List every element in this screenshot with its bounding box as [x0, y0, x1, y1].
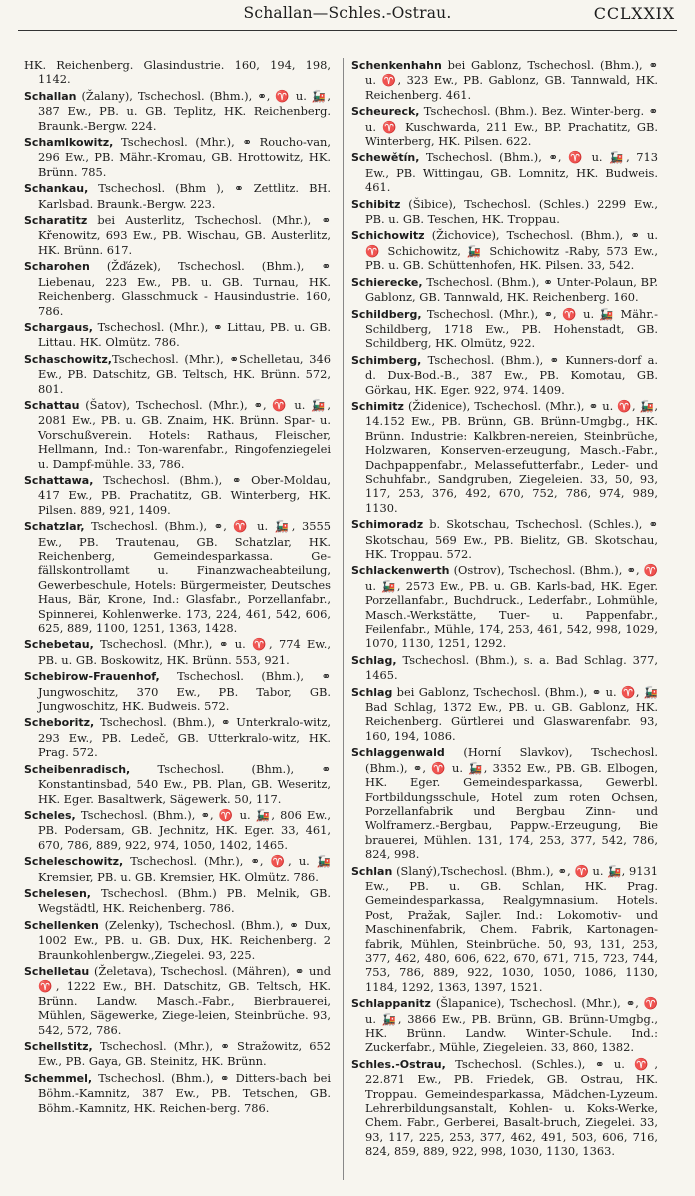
entry-headword: Scheboritz, — [24, 716, 95, 730]
entry-headword: Schelletau — [24, 964, 90, 978]
header-rule — [18, 30, 677, 31]
entry-text: bei Gablonz, Tschechosl. (Bhm.), ⚭ u. ♈, 🚂 Bad Schlag, 1372 Ew., PB. u. GB. Gablonz, HK. Reichenberg. Gürtlerei und Glaswarenfabr. 93, 160, 194, 1086. — [365, 684, 658, 743]
gazetteer-entry — [24, 669, 331, 713]
gazetteer-entry — [24, 1071, 331, 1115]
entry-headword: Schlappanitz — [351, 997, 431, 1011]
entry-headword: Schles.-Ostrau, — [351, 1057, 446, 1071]
left-column — [24, 58, 331, 1117]
entry-text: bei Gablonz, Tschechosl. (Bhm.), ⚭ u. ♈, 323 Ew., PB. Gablonz, GB. Tannwald, HK. Reichenberg. 461. — [365, 58, 658, 102]
entry-text: Tschechosl. (Bhm.), ⚭, ♈ u. 🚂, 806 Ew., PB. Podersam, GB. Jechnitz, HK. Eger. 33, 461, 670, 786, 889, 922, 974, 1050, 1402, 1465. — [38, 807, 331, 852]
entry-headword: Scheureck, — [351, 105, 420, 119]
gazetteer-entry — [351, 1057, 658, 1159]
entry-text: Tschechosl. (Bhm.), ⚭ Ober-Moldau, 417 Ew., PB. Prachatitz, GB. Winterberg, HK. Pilsen. 889, 921, 1409. — [38, 472, 331, 517]
entry-text: (Horní Slavkov), Tschechosl. (Bhm.), ⚭, ♈ u. 🚂, 3352 Ew., PB. GB. Elbogen, HK. Eger. Gemeindesparkassa, Gewerbl. Fortbildungsschule, Hotel zum roten Ochsen, Porzellanfabrik und Bergbau Zinn- und Wolframerz.-Bergbau, Pappw.-Erzeugung, Bie brauerei, Mühlen. 131, 174, 253, 377, 542, 786, 824, 998. — [365, 745, 658, 862]
gazetteer-entry — [24, 637, 331, 667]
gazetteer-entry — [24, 352, 331, 396]
entry-text: b. Skotschau, Tschechosl. (Schles.), ⚭ Skotschau, 569 Ew., PB. Bielitz, GB. Skotschau, HK. Troppau. 572. — [365, 517, 658, 561]
entry-text: Tschechosl. (Mhr.), ⚭, ♈ u. 🚂 Mähr.-Schildberg, 1718 Ew., PB. Hohenstadt, GB. Schildberg, HK. Olmütz, 922. — [365, 306, 658, 351]
entry-headword: Schierecke, — [351, 275, 423, 289]
gazetteer-entry — [24, 918, 331, 962]
entry-text: Tschechosl. (Bhm.). Bez. Winter-berg. ⚭ u. ♈ Kuschwarda, 211 Ew., BP. Prachatitz, GB. Winterberg, HK. Pilsen. 622. — [365, 104, 658, 149]
gazetteer-entry — [351, 197, 658, 227]
entry-text: Tschechosl. (Bhm.), ⚭, ♈ u. 🚂, 3555 Ew., PB. Trautenau, GB. Schatzlar, HK. Reichenberg, Gemeindesparkassa. Ge-fällskontrollamt u. Finanzwacheabteilung, Gewerbeschule, Hotels: Bürgermeister, Deutsches Haus, Bär, Krone, Ind.: Glasfabr., Porzellanfabr., Spinnerei, Kohlenwerke. 173, 224, 461, 542, 606, 625, 889, 1100, 1251, 1363, 1428. — [38, 519, 331, 636]
entry-headword: Scheleschowitz, — [24, 855, 124, 869]
entry-headword: Schimitz — [351, 399, 404, 413]
entry-headword: Schichowitz — [351, 229, 425, 243]
gazetteer-entry — [351, 275, 658, 305]
entry-headword: Scharatitz — [24, 214, 88, 228]
gazetteer-entry — [24, 320, 331, 350]
gazetteer-entry — [351, 228, 658, 272]
entry-text: (Zelenky), Tschechosl. (Bhm.), ⚭ Dux, 1002 Ew., PB. u. GB. Dux, HK. Reichenberg. 2 Braunkohlenbergw.,Ziegelei. 93, 225. — [38, 917, 331, 962]
gazetteer-entry — [24, 808, 331, 852]
page-number: CCLXXIX — [593, 4, 675, 23]
gazetteer-entry — [351, 517, 658, 561]
entry-text: HK. Reichenberg. Glasindustrie. 160, 194, 198, 1142. — [24, 58, 331, 87]
gazetteer-entry — [351, 864, 658, 995]
entry-text: (Šlapanice), Tschechosl. (Mhr.), ⚭, ♈ u. 🚂, 3866 Ew., PB. Brünn, GB. Brünn-Umgbg., HK. Brünn. Landw. Winter-Schule. Ind.: Zuckerfabr., Mühle, Ziegeleien. 33, 860, 1382. — [365, 996, 658, 1055]
entry-headword: Schamlkowitz, — [24, 136, 114, 150]
entry-text: Tschechosl. (Bhm.), s. a. Bad Schlag. 377, 1465. — [365, 652, 658, 683]
gazetteer-entry — [24, 715, 331, 759]
entry-text: Tschechosl. (Bhm.), ⚭ Unter-Polaun, BP. Gablonz, GB. Tannwald, HK. Reichenberg. 160. — [365, 274, 658, 305]
entry-text: (Žalany), Tschechosl. (Bhm.), ⚭, ♈ u. 🚂, 387 Ew., PB. u. GB. Teplitz, HK. Reichenberg. Braunk.-Bergw. 224. — [38, 88, 331, 133]
entry-text: Tschechosl. (Mhr.), ⚭ Roucho-van, 296 Ew., PB. Mähr.-Kromau, GB. Hrottowitz, HK. Brünn. 785. — [38, 135, 331, 179]
entry-headword: Schlaggenwald — [351, 746, 445, 760]
gazetteer-entry — [24, 1039, 331, 1069]
gazetteer-entry — [351, 563, 658, 650]
gazetteer-entry — [24, 519, 331, 635]
gazetteer-entry — [24, 213, 331, 257]
entry-text: (Želetava), Tschechosl. (Mähren), ⚭ und ♈, 1222 Ew., BH. Datschitz, GB. Teltsch, HK. Brünn. Landw. Masch.-Fabr., Bierbrauerei, Mühlen, Sägewerke, Ziege-leien, Steinbrüche. 93, 542, 572, 786. — [38, 963, 331, 1037]
gazetteer-entry — [24, 886, 331, 916]
gazetteer-entry — [351, 399, 658, 515]
entry-headword: Schelesen, — [24, 886, 91, 900]
gazetteer-entry — [24, 964, 331, 1037]
gazetteer-entry — [24, 398, 331, 471]
gazetteer-entry — [351, 996, 658, 1055]
entry-headword: Schankau, — [24, 182, 89, 196]
running-header-title: Schallan—Schles.-Ostrau. — [243, 4, 452, 22]
entry-headword: Schebetau, — [24, 638, 94, 652]
entry-headword: Schimberg, — [351, 353, 422, 367]
gazetteer-entry — [24, 259, 331, 318]
entry-headword: Schlackenwerth — [351, 564, 450, 578]
entry-headword: Schellenken — [24, 918, 99, 932]
entry-headword: Schaschowitz, — [24, 352, 112, 366]
entry-text: bei Austerlitz, Tschechosl. (Mhr.), ⚭ Křenowitz, 693 Ew., PB. Wischau, GB. Austerlitz, HK. Brünn. 617. — [38, 213, 331, 257]
gazetteer-entry — [351, 104, 658, 148]
entry-text: Tschechosl. (Mhr.), ⚭ Stražowitz, 652 Ew., PB. Gaya, GB. Steinitz, HK. Brünn. — [38, 1039, 331, 1069]
entry-text: Tschechosl. (Bhm ), ⚭ Zettlitz. BH. Karlsbad. Braunk.-Bergw. 223. — [38, 181, 331, 211]
entry-headword: Schallan — [24, 89, 77, 103]
entry-headword: Schlan — [351, 864, 393, 878]
entry-text: Tschechosl. (Bhm.), ⚭ Unterkralo-witz, 293 Ew., PB. Ledeč, GB. Utterkralo-witz, HK. Prag. 572. — [38, 715, 331, 760]
gazetteer-entry — [351, 58, 658, 102]
entry-headword: Schellstitz, — [24, 1040, 93, 1053]
entry-text: Tschechosl. (Bhm.), ⚭, ♈ u. 🚂, 713 Ew., PB. Wittingau, GB. Lomnitz, HK. Budweis. 461. — [365, 150, 658, 195]
entry-headword: Schewětín, — [351, 151, 420, 165]
entry-headword: Schebirow-Frauenhof, — [24, 670, 160, 684]
entry-headword: Schlag — [351, 685, 393, 699]
gazetteer-entry — [351, 307, 658, 351]
entry-text: (Žichovice), Tschechosl. (Bhm.), ⚭ u. ♈ Schichowitz, 🚂 Schichowitz -Raby, 573 Ew., PB. u. GB. Schüttenhofen, HK. Pilsen. 33, 542. — [365, 228, 658, 273]
entry-headword: Schattau — [24, 398, 80, 412]
entry-headword: Scharohen — [24, 260, 90, 274]
entry-headword: Schimoradz — [351, 518, 424, 532]
entry-headword: Schibitz — [351, 197, 401, 211]
entry-text: (Žďázek), Tschechosl. (Bhm.), ⚭ Liebenau, 223 Ew., PB. u. GB. Turnau, HK. Reichenberg. Glasschmuck - Hausindustrie. 160, 786. — [38, 259, 331, 318]
gazetteer-entry — [24, 58, 331, 87]
entry-headword: Schildberg, — [351, 307, 422, 321]
entry-text: Tschechosl. (Bhm.), ⚭ Kunners-dorf a. d. Dux-Bod.-B., 387 Ew., PB. Komotau, GB. Görkau, HK. Eger. 922, 974. 1409. — [365, 352, 658, 397]
entry-headword: Scheles, — [24, 808, 76, 822]
gazetteer-entry — [351, 150, 658, 194]
entry-text: Tschechosl. (Schles.), ⚭ u. ♈, 22.871 Ew., PB. Friedek, GB. Ostrau, HK. Troppau. Gemeindesparkassa, Mädchen-Lyzeum. Lehrerbildungsanstalt, Kohlen- u. Koks-Werke, Chem. Fabr., Gerberei, Basalt-bruch, Ziegelei. 33, 93, 117, 225, 253, 377, 462, 491, 503, 606, 716, 824, 859, 889, 922, 998, 1030, 1130, 1363. — [365, 1056, 658, 1159]
entry-text: Tschechosl. (Bhm.) PB. Melnik, GB. Wegstädtl, HK. Reichenberg. 786. — [38, 885, 331, 916]
entry-text: Tschechosl. (Bhm.), ⚭ Ditters-bach bei Böhm.-Kamnitz, 387 Ew., PB. Tetschen, GB. Böhm.-Kamnitz, HK. Reichen-berg. 786. — [38, 1070, 331, 1115]
entry-text: (Ostrov), Tschechosl. (Bhm.), ⚭, ♈ u. 🚂, 2573 Ew., PB. u. GB. Karls-bad, HK. Eger. Porzellanfabr., Buchdruck., Lederfabr., Lohmühle, Masch.-Werkstätte, Tuer- u. Pappenfabr., Feilenfabr., Mühle, 174, 253, 461, 542, 998, 1029, 1070, 1130, 1251, 1292. — [365, 563, 658, 651]
gazetteer-entry — [24, 181, 331, 211]
entry-text: (Slaný),Tschechosl. (Bhm.), ⚭, ♈ u. 🚂, 9131 Ew., PB. u. GB. Schlan, HK. Prag. Gemeindesparkassa, Realgymnasium. Hotels. Post, Pražak, Sajler. Ind.: Lokomotiv- und Maschinenfabrik, Chem. Fabrik, Kartonagen-fabrik, Mühlen, Steinbrüche. 50, 93, 131, 253, 377, 462, 480, 606, 622, 670, 671, 715, 723, 744, 753, 786, 889, 922, 1030, 1050, 1086, 1130, 1184, 1292, 1363, 1397, 1521. — [365, 863, 658, 994]
gazetteer-entry — [351, 745, 658, 861]
gazetteer-entry — [351, 653, 658, 683]
gazetteer-entry — [24, 854, 331, 884]
entry-text: Tschechosl. (Bhm.), ⚭ Konstantinsbad, 540 Ew., PB. Plan, GB. Weseritz, HK. Eger. Basaltwerk, Sägewerk. 50, 117. — [38, 761, 331, 806]
entry-headword: Scheibenradisch, — [24, 762, 131, 776]
gazetteer-entry — [351, 685, 658, 744]
gazetteer-entry — [24, 89, 331, 133]
entry-text: Tschechosl. (Mhr.), ⚭, ♈, u. 🚂 Kremsier, PB. u. GB. Kremsier, HK. Olmütz. 786. — [38, 854, 331, 884]
entry-text: Tschechosl. (Mhr.), ⚭ u. ♈, 774 Ew., PB. u. GB. Boskowitz, HK. Brünn. 553, 921. — [38, 637, 331, 667]
gazetteer-entry — [351, 353, 658, 397]
entry-headword: Schlag, — [351, 653, 397, 667]
entry-text: (Šatov), Tschechosl. (Mhr.), ⚭, ♈ u. 🚂, 2081 Ew., PB. u. GB. Znaim, HK. Brünn. Spar- u. Vorschußverein. Hotels: Rathaus, Fleischer, Hellmann, Ind.: Ton-warenfabr., Ringofenziegelei u. Dampf-mühle. 33, 786. — [38, 397, 331, 471]
entry-headword: Schattawa, — [24, 473, 94, 487]
entry-text: Tschechosl. (Mhr.), ⚭Schelletau, 346 Ew., PB. Datschitz, GB. Teltsch, HK. Brünn. 572, 801. — [38, 351, 331, 396]
gazetteer-entry — [24, 762, 331, 806]
entry-text: (Židenice), Tschechosl. (Mhr.), ⚭ u. ♈, 🚂, 14.152 Ew., PB. Brünn, GB. Brünn-Umgbg., HK. Brünn. Industrie: Kalkbren-nereien, Steinbrüche, Holzwaren, Konserven-erzeugung, Masch.-Fabr., Dachpappenfabr., Melassefutterfabr., Leder- und Schuhfabr., Sandgruben, Ziegeleien. 33, 50, 93, 117, 253, 376, 492, 670, 752, 786, 974, 989, 1130. — [365, 398, 658, 515]
entry-text: Tschechosl. (Mhr.), ⚭ Littau, PB. u. GB. Littau. HK. Olmütz. 786. — [38, 319, 331, 350]
entry-headword: Schargaus, — [24, 320, 93, 334]
right-column — [351, 58, 658, 1161]
entry-headword: Schenkenhahn — [351, 59, 442, 72]
column-divider — [343, 58, 344, 1180]
gazetteer-entry — [24, 135, 331, 179]
entry-headword: Schemmel, — [24, 1071, 93, 1085]
entry-text: Tschechosl. (Bhm.), ⚭ Jungwoschitz, 370 Ew., PB. Tabor, GB. Jungwoschitz, HK. Budweis. 572. — [38, 669, 331, 714]
entry-text: (Šibice), Tschechosl. (Schles.) 2299 Ew., PB. u. GB. Teschen, HK. Troppau. — [365, 196, 658, 227]
gazetteer-entry — [24, 473, 331, 517]
entry-headword: Schatzlar, — [24, 520, 85, 534]
